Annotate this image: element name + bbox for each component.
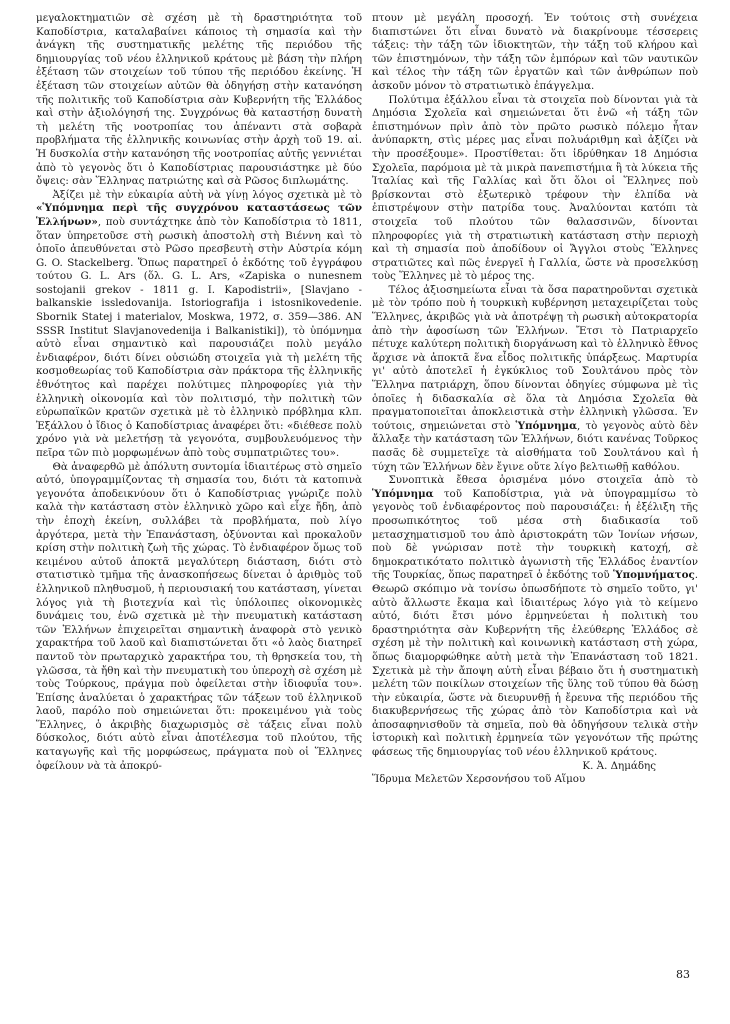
paragraph-text: Συνοπτικὰ ἔθεσα ὁρισμένα μόνο στοιχεῖα ἀπὸ τὸ (388, 474, 698, 487)
right-column (372, 12, 698, 787)
paragraph (36, 189, 362, 461)
paragraph (372, 474, 698, 759)
author-signature: Κ. Ἀ. Δημάδης (582, 759, 656, 772)
paragraph-text: , ποὺ συντάχτηκε ἀπὸ τὸν Καποδίστρια τὸ 1811, ὅταν ὑπηρετοῦσε στὴ ρωσικὴ ἀποστολὴ στὴ Βιέννη καὶ τὸ ὁποῖο ἀπευθύνεται στὸ Ρῶσο πρεσβευτὴ στὴν Αὐστρία κόμη G. O. Stackelberg. Ὅπως παρατηρεῖ ὁ ἐκδότης τοῦ ἐγγράφου τούτου G. L. Ars (ὅλ. G. L. Ars, «Zapiska o nunesnem sostojanii grekov - 1811 g. I. Kapodistrii», [Slavjano - balkanskie issledovanija. Istoriografija i istosnikovedenie. Sbornik Statej i materialov, Moskwa, 1972, σ. 359—386. AN SSSR Institut Slavjanovedenija i Balkanistiki]), τὸ ὑπόμνημα αὐτὸ εἶναι σημαντικὸ καὶ παρουσιάζει πολὺ μεγάλο ἐνδιαφέρον, διότι δίνει οὐσιώδη στοιχεῖα γιὰ τὴ μελέτη τῆς κοσμοθεωρίας τοῦ Καποδίστρια σὰν πράκτορα τῆς ἑλληνικῆς ἐθνότητος καὶ παρέχει πολύτιμες πληροφορίες γιὰ τὴν ἑλληνικὴ οἰκονομία καὶ τὸν πολιτισμό, τὴν πολιτικὴ τῶν εὐρωπαϊκῶν κρατῶν σχετικὰ μὲ τὸ ἑλληνικὸ πρόβλημα κλπ. Ἐξάλλου ὁ ἴδιος ὁ Καποδίστριας ἀναφέρει ὅτι: «διέθεσε πολὺ χρόνο γιὰ νὰ μελετήσῃ τὰ γεγονότα, συμβουλευόμενος τὴν πεῖρα τῶν πιὸ μορφωμένων ἀπὸ τοὺς συμπατριῶτες του». (36, 215, 362, 459)
paragraph: Πολύτιμα ἐξάλλου εἶναι τὰ στοιχεῖα ποὺ δίνονται γιὰ τὰ Δημόσια Σχολεῖα καὶ σημειώνεται ὅτι ἐνῶ «ἡ τάξη τῶν ἐπιστημόνων πρὶν ἀπὸ τὸν πρῶτο ρωσικὸ πόλεμο ἦταν ἀνύπαρκτη, στὶς μέρες μας εἶναι πολυάριθμη καὶ ἀξίζει νὰ τὴν προσέξουμε». Προστίθεται: ὅτι ἱδρύθηκαν 18 Δημόσια Σχολεῖα, παρόμοια μὲ τὰ μικρὰ πανεπιστήμια ἢ τὰ λύκεια τῆς Ἰταλίας καὶ τῆς Γαλλίας καὶ ὅτι ὅλοι οἱ Ἕλληνες ποὺ βρίσκονται στὸ ἐξωτερικὸ τρέφουν τὴν ἐλπίδα νὰ ἐπιστρέψουν στὴν πατρίδα τους. Ἀναλύονται κατόπι τὰ στοιχεῖα τοῦ πλούτου τῶν θαλασσινῶν, δίνονται πληροφορίες γιὰ τὴ στρατιωτικὴ κατάσταση στὴν περιοχὴ καὶ τὴ σημασία ποὺ ἀποδίδουν οἱ Ἄγγλοι στοὺς Ἕλληνες στρατιῶτες καὶ πῶς ἐνεργεῖ ἡ Γαλλία, ὥστε νὰ προσελκύσῃ τοὺς Ἕλληνες μὲ τὸ μέρος της. (372, 93, 698, 283)
memorandum-title: «Ὑπόμνημα περὶ τῆς συγχρόνου καταστάσεως τῶν Ἑλλήνων» (36, 202, 362, 228)
memorandum-title: Ὑπόμνημα (372, 487, 434, 500)
author-affiliation: Ἵδρυμα Μελετῶν Χερσονήσου τοῦ Αἵμου (372, 773, 586, 786)
paragraph-text: , τὸ γεγονὸς αὐτὸ δὲν ἄλλαξε τὴν κατάσταση τῶν Ἑλλήνων, διότι κανένας Τοῦρκος πασᾶς δὲ συμμετεῖχε τὰ αἰσθήματα τοῦ Σουλτάνου καὶ ἡ τύχη τῶν Ἑλλήνων δὲν ἔγινε οὔτε λίγο βελτιωθῇ καθόλου. (372, 419, 698, 473)
paragraph: πτουν μὲ μεγάλη προσοχή. Ἐν τούτοις στὴ συνέχεια διαπιστώνει ὅτι εἶναι δυνατὸ νὰ διακρίνουμε τέσσερεις τάξεις: τὴν τάξη τῶν ἰδιοκτητῶν, τὴν τάξη τοῦ κλήρου καὶ τῶν ἐπιστημόνων, τὴν τάξη τῶν ἐμπόρων καὶ τῶν ναυτικῶν καὶ τέλος τὴν τάξη τῶν ἐργατῶν καὶ τῶν ἀνθρώπων ποὺ ἀσκοῦν μόνον τὸ στρατιωτικὸ ἐπάγγελμα. (372, 12, 698, 92)
paragraph-text: . Θεωρῶ σκόπιμο νὰ τονίσω ὁπωσδήποτε τὸ σημεῖο τοῦτο, γι' αὐτὸ ἄλλωστε ἔκαμα καὶ ἰδιαιτέρως λόγο γιὰ τὸ κείμενο αὐτό, διότι ἔτσι μόνο ἑρμηνεύεται ἡ πολιτικὴ του δραστηριότητα σὰν Κυβερνήτη τῆς ἐλεύθερης Ἑλλάδος σὲ σχέση μὲ τὴν πολιτικὴ καὶ κοινωνικὴ κατάσταση στὴ χώρα, ὅπως διαμορφώθηκε αὐτὴ μετὰ τὴν Ἐπανάσταση τοῦ 1821. Σχετικὰ μὲ τὴν ἄποψη αὐτὴ εἶναι βέβαιο ὅτι ἡ συστηματικὴ μελέτη τῶν ποικίλων στοιχείων τῆς ὕλης τοῦ τύπου θὰ δώσῃ τὴν εὐκαιρία, ὥστε νὰ διευρυνθῇ ἡ ἔρευνα τῆς περιόδου τῆς διακυβερνήσεως τῆς χώρας ἀπὸ τὸν Καποδίστρια καὶ νὰ ἀποσαφηνισθοῦν τὰ σημεῖα, ποὺ θὰ ὁδηγήσουν τελικὰ στὴν ἱστορικὴ καὶ πολιτικὴ ἑρμηνεία τῶν γεγονότων τῆς πρώτης φάσεως τῆς δημιουργίας τοῦ νέου ἑλληνικοῦ κράτους. (372, 569, 698, 759)
memorandum-title: Ὑπομνήματος (613, 569, 695, 582)
paragraph: μεγαλοκτηματιῶν σὲ σχέση μὲ τὴ δραστηριότητα τοῦ Καποδίστρια, καταλαβαίνει κάποιος τὴ σημασία καὶ τὴν ἀνάγκη τῆς συστηματικῆς μελέτης τῆς περιόδου τῆς δημιουργίας τοῦ νέου ἑλληνικοῦ κράτους μὲ βάση τὴν πλήρη ἐξέταση τῶν στοιχείων τοῦ τύπου τῆς περιόδου ἐκείνης. Ἡ ἐξέταση τῶν στοιχείων αὐτῶν θὰ ὁδηγήσῃ στὴν κατανόηση τῆς πολιτικῆς τοῦ Καποδίστρια σὰν Κυβερνήτη τῆς Ἑλλάδος καὶ στὴν ἀξιολόγησή της. Συγχρόνως θὰ καταστήσῃ δυνατὴ τὴ μελέτη τῆς νοοτροπίας του ἀπέναντι στὰ σοβαρὰ προβλήματα τῆς ἑλληνικῆς κοινωνίας στὴν ἀρχὴ τοῦ 19. αἰ. Ἡ δυσκολία στὴν κατανόηση τῆς νοοτροπίας αὐτῆς γεννιέται ἀπὸ τὸ γεγονὸς ὅτι ὁ Καποδίστριας παρουσιάστηκε μὲ δύο ὄψεις: σὰν Ἕλληνας πατριώτης καὶ σὰ Ρῶσος διπλωμάτης. (36, 12, 362, 188)
paragraph-text: Ἀξίζει μὲ τὴν εὐκαιρία αὐτὴ νὰ γίνῃ λόγος σχετικὰ μὲ τὸ (52, 188, 362, 201)
page-number: 83 (676, 968, 690, 981)
paragraph: Θὰ ἀναφερθῶ μὲ ἀπόλυτη συντομία ἰδιαιτέρως στὸ σημεῖο αὐτό, ὑπογραμμίζοντας τὴ σημασία του, διότι τὰ κατοπινὰ γεγονότα ἀποδεικνύουν ὅτι ὁ Καποδίστριας γνώριζε πολὺ καλὰ τὴν κατάσταση στὸν ἑλληνικὸ χῶρο καὶ εἶχε ἤδη, ἀπὸ τὴν ἐποχὴ ἐκείνη, συλλάβει τὰ προβλήματα, ποὺ λίγο ἀργότερα, μετὰ τὴν Ἐπανάσταση, ὀξύνονται καὶ προκαλοῦν κρίση στὴν πολιτικὴ ζωὴ τῆς χώρας. Τὸ ἐνδιαφέρον ὅμως τοῦ κειμένου αὐτοῦ ἀποκτᾶ μεγαλύτερη διάσταση, διότι στὸ στατιστικὸ τμῆμα τῆς ἀνασκοπήσεως δίνεται ὁ ἀριθμὸς τοῦ ἑλληνικοῦ πληθυσμοῦ, ἡ περιουσιακή του κατάσταση, γίνεται λόγος γιὰ τὴ βιοτεχνία καὶ τὶς ὑπόλοιπες οἰκονομικὲς δυνάμεις του, ἐνῶ σχετικὰ μὲ τὴν πνευματικὴ κατάσταση τῶν Ἑλλήνων ἐπιχειρεῖται σημαντικὴ ἀναφορὰ στὸ γενικὸ χαρακτήρα τοῦ λαοῦ καὶ διαπιστώνεται ὅτι «ὁ λαὸς διατηρεῖ παντοῦ τὸν πρωταρχικὸ χαρακτήρα του, τὴ θρησκεία του, τὴ γλῶσσα, τὰ ἤθη καὶ τὴν πνευματικὴ του ὑπεροχὴ σὲ σχέση μὲ τοὺς Τούρκους, πράγμα ποὺ ὀφείλεται στὴν ἰδιοφυΐα του». Ἐπίσης ἀναλύεται ὁ χαρακτήρας τῶν τάξεων τοῦ ἑλληνικοῦ λαοῦ, παρόλο ποὺ σημειώνεται ὅτι: προκειμένου γιὰ τοὺς Ἕλληνες, ὁ ἀκριβὴς διαχωρισμὸς σὲ τάξεις εἶναι πολὺ δύσκολος, διότι αὐτὸ εἶναι ἀποτέλεσμα τοῦ πλούτου, τῆς καταγωγῆς καὶ τῆς μορφώσεως, πράγματα ποὺ οἱ Ἕλληνες ὀφείλουν νὰ τὰ ἀποκρύ- (36, 460, 362, 772)
paragraph (372, 284, 698, 474)
paragraph-text: Τέλος ἀξιοσημείωτα εἶναι τὰ ὅσα παρατηροῦνται σχετικὰ μὲ τὸν τρόπο ποὺ ἡ τουρκικὴ κυβέρνηση μεταχειρίζεται τοὺς Ἕλληνες, ἀκριβῶς γιὰ νὰ ἀποτρέψῃ τὴ ρωσικὴ αὐτοκρατορία ἀπὸ τὴν ἀφοσίωση τῶν Ἑλλήνων. Ἔτσι τὸ Πατριαρχεῖο πέτυχε καλύτερη πολιτικὴ διοργάνωση καὶ τὸ ἑλληνικὸ ἔθνος ἄρχισε νὰ ἀποκτᾶ ἕνα εἶδος πολιτικῆς ὑπάρξεως. Μαρτυρία γι' αὐτὸ ἀποτελεῖ ἡ ἐγκύκλιος τοῦ Σουλτάνου πρὸς τὸν Ἕλληνα πατριάρχη, ὅπου δίνονται ὁδηγίες σύμφωνα μὲ τὶς ὁποῖες ἡ διδασκαλία σὲ ὅλα τὰ Δημόσια Σχολεῖα θὰ πραγματοποιεῖται ἀποκλειστικὰ στὴν ἑλληνικὴ γλῶσσα. Ἐν τούτοις, σημειώνεται στὸ (372, 283, 698, 432)
memorandum-title: Ὑπόμνημα (515, 419, 578, 432)
paragraph-text: τοῦ Καποδίστρια, γιὰ νὰ ὑπογραμμίσω τὸ γεγονὸς τοῦ ἐνδιαφέροντος ποὺ παρουσιάζει: ἡ ἐξέλιξη τῆς προσωπικότητος τοῦ μέσα στὴ διαδικασία τοῦ μετασχηματισμοῦ του ἀπὸ ἀριστοκράτη τῶν Ἰονίων νήσων, ποὺ δὲ γνώρισαν ποτὲ τὴν τουρκικὴ κατοχή, σὲ δημοκρατικότατο πολιτικὸ ἀγωνιστὴ τῆς Ἑλλάδος ἐναντίον τῆς Τουρκίας, ὅπως παρατηρεῖ ὁ ἐκδότης τοῦ (372, 487, 698, 582)
left-column (36, 12, 362, 773)
